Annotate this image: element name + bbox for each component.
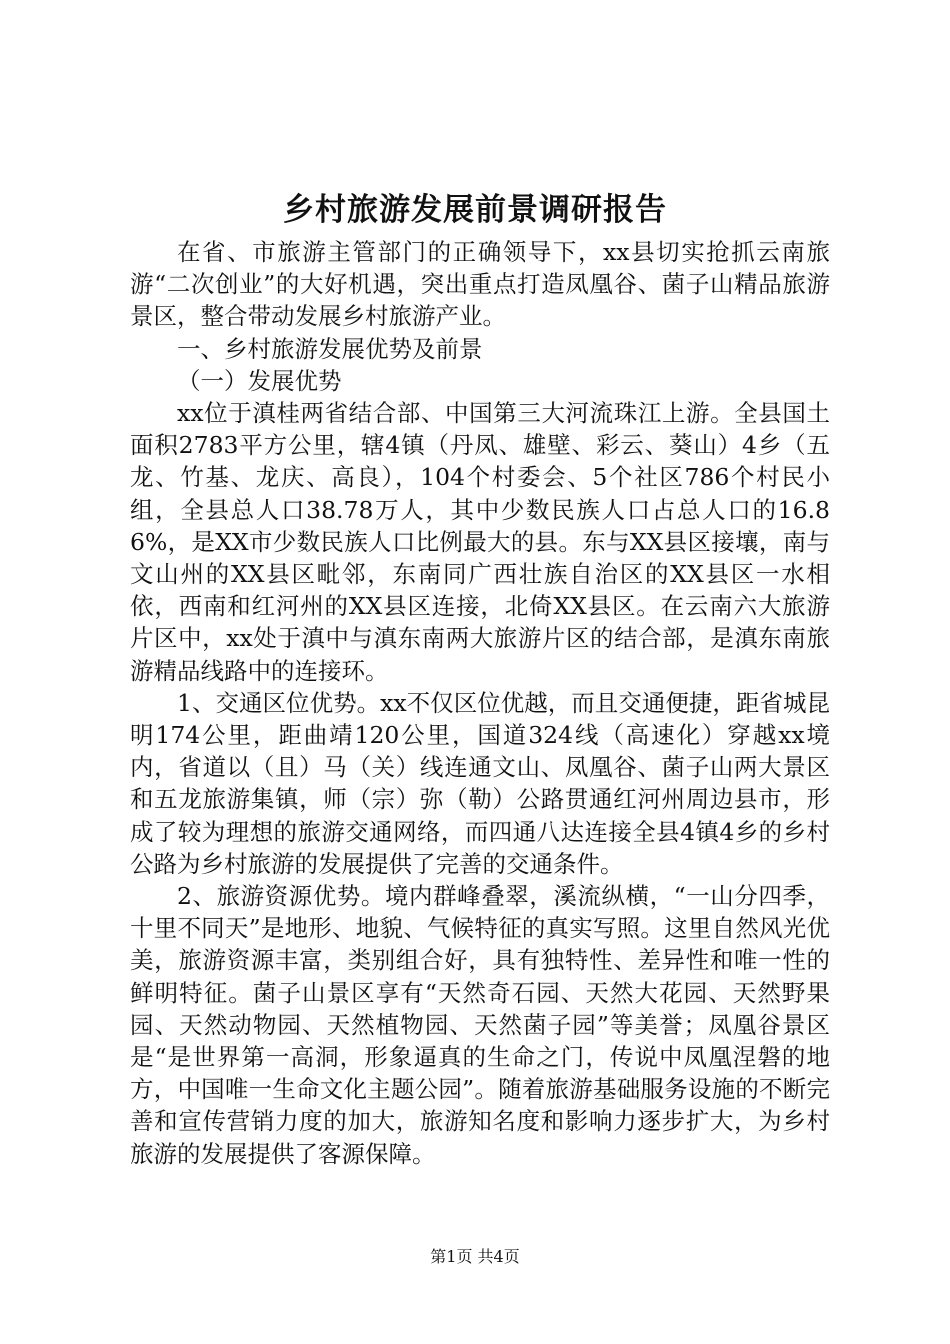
traffic-advantage-paragraph: 1、交通区位优势。xx不仅区位优越，而且交通便捷，距省城昆明174公里，距曲靖120公里，国道324线（高速化）穿越xx境内，省道以（且）马（关）线连通文山、凤凰谷、菌子山两大景区和五龙旅游集镇，师（宗）弥（勒）公路贯通红河州周边县市，形成了较为理想的旅游交通网络，而四通八达连接全县4镇4乡的乡村公路为乡村旅游的发展提供了完善的交通条件。 <box>130 688 830 878</box>
document-body <box>130 236 830 1170</box>
document-title: 乡村旅游发展前景调研报告 <box>283 192 667 228</box>
intro-paragraph: 在省、市旅游主管部门的正确领导下，xx县切实抢抓云南旅游“二次创业”的大好机遇，突出重点打造凤凰谷、菌子山精品旅游景区，整合带动发展乡村旅游产业。 <box>130 238 830 331</box>
resource-advantage-paragraph: 2、旅游资源优势。境内群峰叠翠，溪流纵横，“一山分四季，十里不同天”是地形、地貌、气候特征的真实写照。这里自然风光优美，旅游资源丰富，类别组合好，具有独特性、差异性和唯一性的鲜明特征。菌子山景区享有“天然奇石园、天然大花园、天然野果园、天然动物园、天然植物园、天然菌子园”等美誉；凤凰谷景区是“是世界第一高洞，形象逼真的生命之门，传说中凤凰涅磐的地方，中国唯一生命文化主题公园”。随着旅游基础服务设施的不断完善和宣传营销力度的加大，旅游知名度和影响力逐步扩大，为乡村旅游的发展提供了客源保障。 <box>130 882 830 1168</box>
overview-paragraph: xx位于滇桂两省结合部、中国第三大河流珠江上游。全县国土面积2783平方公里，辖4镇（丹凤、雄壁、彩云、葵山）4乡（五龙、竹基、龙庆、高良），104个村委会、5个社区786个村民小组，全县总人口38.78万人，其中少数民族人口占总人口的16.86%，是XX市少数民族人口比例最大的县。东与XX县区接壤，南与文山州的XX县区毗邻，东南同广西壮族自治区的XX县区一水相依，西南和红河州的XX县区连接，北倚XX县区。在云南六大旅游片区中，xx处于滇中与滇东南两大旅游片区的结合部，是滇东南旅游精品线路中的连接环。 <box>130 399 830 685</box>
page-footer: 第1页 共4页 <box>430 1247 520 1266</box>
subsection-heading: （一）发展优势 <box>177 366 342 395</box>
section-heading: 一、乡村旅游发展优势及前景 <box>177 334 483 363</box>
